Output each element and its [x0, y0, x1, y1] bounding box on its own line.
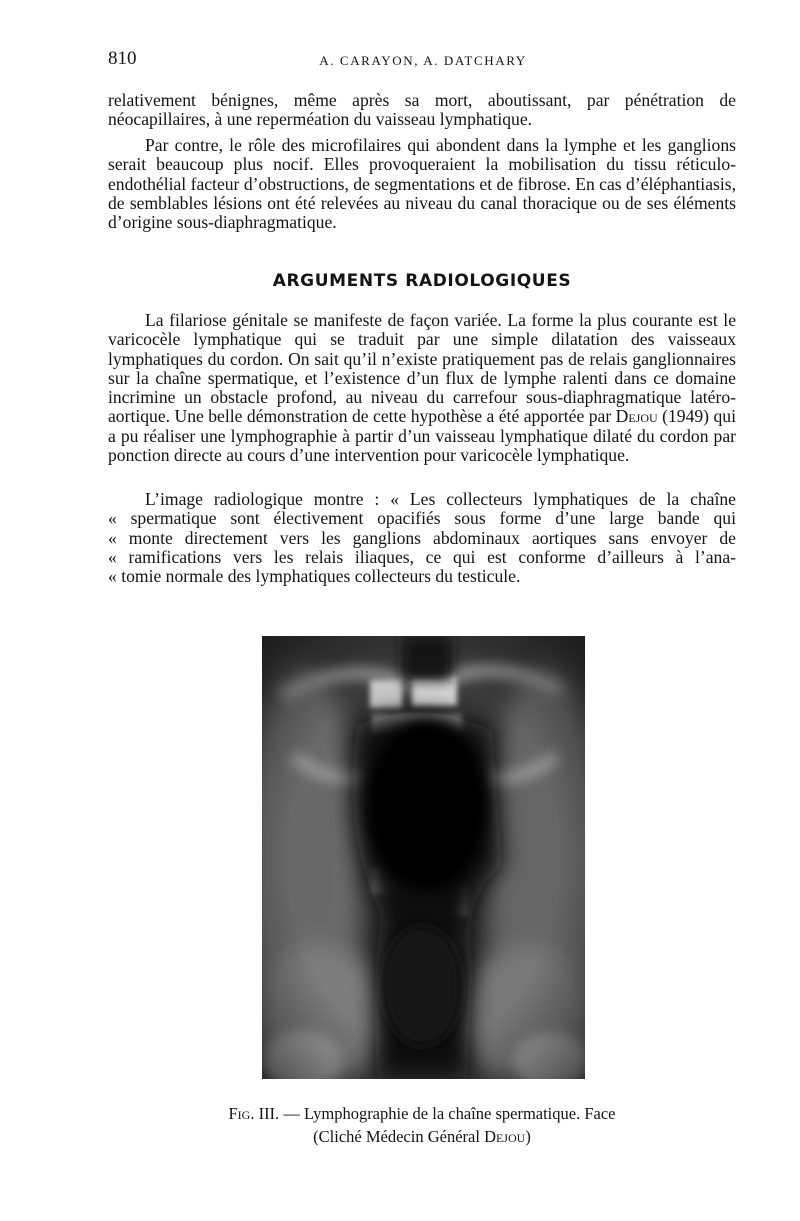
radiograph-figure — [262, 636, 585, 1079]
section-heading: ARGUMENTS RADIOLOGIQUES — [272, 271, 572, 291]
paragraph-text-after: (1949) qui a pu réaliser une lymphographie à partir d’un vaisseau lymphatique dilaté du cordon par ponction directe au cours d’une intervention pour varicocèle lymphatique. — [108, 406, 736, 466]
figure-caption — [108, 1102, 736, 1148]
running-head-authors: A. CARAYON, A. DATCHARY — [319, 53, 527, 68]
page-number: 810 — [108, 48, 137, 69]
quote-line: « tomie normale des lymphatiques collecteurs du testicule. — [108, 566, 521, 587]
quote-line: L’image radiologique montre : « Les collecteurs lymphatiques de la chaîne — [145, 489, 736, 509]
credit-close: ) — [525, 1127, 531, 1146]
credit-name: Dejou — [484, 1127, 526, 1146]
quote-line: « spermatique sont électivement opacifiés sous forme d’une large bande qui — [108, 508, 736, 529]
paragraph-microfilaires: Par contre, le rôle des microfilaires qui abondent dans la lymphe et les ganglions serait beaucoup plus nocif. Elles provoqueraient la mobilisation du tissu réticulo-endothélial facteur d’obstructions, de segmentations et de fibrose. En cas d’éléphantiasis, de semblables lésions ont été relevées au niveau du canal thoracique ou de ses éléments d’origine sous-diaphragmatique. — [108, 135, 736, 233]
caption-text: — Lymphographie de la chaîne spermatique. Face — [283, 1104, 616, 1123]
paragraph-continuation: relativement bénignes, même après sa mort, aboutissant, par pénétration de néocapillaires, à une reperméation du vaisseau lymphatique. — [108, 90, 736, 130]
caption-label: Fig. III. — [228, 1104, 280, 1123]
paragraph-filariose — [108, 311, 736, 465]
paragraph-quotation — [108, 490, 736, 586]
lymphography-radiograph-image — [262, 636, 585, 1079]
quote-line: « ramifications vers les relais iliaques, ce qui est conforme d’ailleurs à l’ana- — [108, 546, 736, 567]
quote-line: « monte directement vers les ganglions abdominaux aortiques sans envoyer de — [108, 527, 736, 548]
author-name-dejou: Dejou — [615, 406, 658, 427]
credit-text: (Cliché Médecin Général — [313, 1127, 480, 1146]
caption-line-title — [108, 1102, 736, 1125]
paragraph-text-before: La filariose génitale se manifeste de façon variée. La forme la plus courante est le varicocèle lymphatique qui se traduit par une simple dilatation des vaisseaux lymphatiques du cordon. On sait qu’il n’existe pratiquement pas de relais ganglionnaires sur la chaîne spermatique, et l’existence d’un flux de lymphe ralenti dans ce domaine incrimine un obstacle profond, au niveau du carrefour sous-diaphragmatique latéro-aortique. Une belle démonstration de cette hypothèse a été apportée par — [108, 310, 736, 427]
page-header — [108, 48, 738, 74]
caption-line-credit — [108, 1125, 736, 1148]
